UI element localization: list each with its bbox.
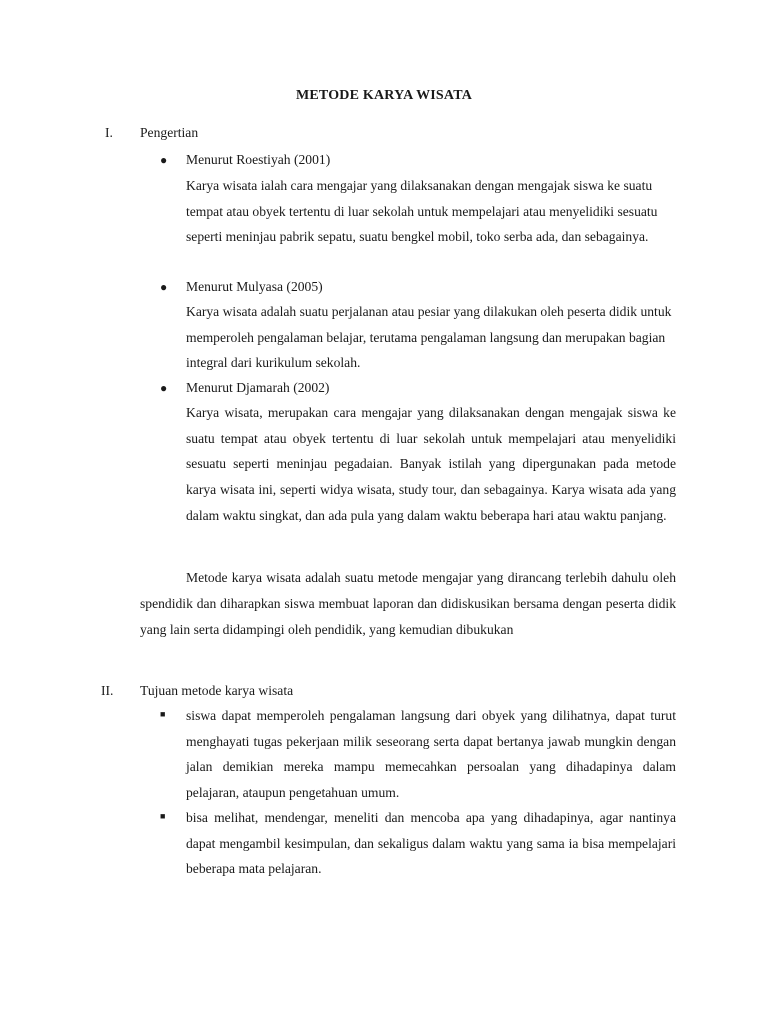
bullet-dot-icon: ● — [160, 381, 168, 395]
bullet-square-icon: ■ — [160, 709, 166, 719]
summary-paragraph: Metode karya wisata adalah suatu metode mengajar yang dirancang terlebih dahulu oleh spendidik dan diharapkan siswa membuat laporan dan didiskusikan bersama dengan peserta didik yang lain serta didampingi oleh pendidik, yang kemudian dibukukan — [140, 570, 676, 637]
document-title: METODE KARYA WISATA — [295, 88, 473, 103]
bullet-dot-icon: ● — [160, 280, 168, 294]
goal-1-text: siswa dapat memperoleh pengalaman langsung dari obyek yang dilihatnya, dapat turut menghayati tugas pekerjaan milik seseorang serta dapat bertanya jawab mungkin dengan jalan demikian mereka mampu memecahkan persoalan yang dihadapinya dalam pelajaran, ataupun pengetahuan umum. — [186, 708, 676, 801]
goal-2-text: bisa melihat, mendengar, meneliti dan mencoba apa yang dihadapinya, agar nantinya dapat mengambil kesimpulan, dan sekaligus dalam waktu yang sama ia bisa mempelajari beberapa mata pelajaran. — [186, 810, 676, 877]
item-1-heading: Menurut Roestiyah (2001) — [186, 152, 331, 167]
section-1-number: I. — [105, 125, 113, 140]
item-1-text: Karya wisata ialah cara mengajar yang dilaksanakan dengan mengajak siswa ke suatu tempat atau obyek tertentu di luar sekolah untuk mempelajari atau menyelidiki sesuatu seperti meninjau pabrik sepatu, suatu bengkel mobil, toko serba ada, dan sebagainya. — [186, 178, 658, 245]
section-1-title: Pengertian — [140, 125, 199, 140]
item-2-text: Karya wisata adalah suatu perjalanan atau pesiar yang dilakukan oleh peserta didik untuk memperoleh pengalaman belajar, terutama pengalaman langsung dan merupakan bagian integral dari kurikulum sekolah. — [186, 304, 672, 371]
bullet-dot-icon: ● — [160, 153, 168, 167]
section-2-title: Tujuan metode karya wisata — [140, 683, 294, 698]
item-3-text: Karya wisata, merupakan cara mengajar yang dilaksanakan dengan mengajak siswa ke suatu tempat atau obyek tertentu di luar sekolah untuk mempelajari atau menyelidiki sesuatu seperti meninjau pegadaian. Banyak istilah yang dipergunakan pada metode karya wisata ini, seperti widya wisata, study tour, dan sebagainya. Karya wisata ada yang dalam waktu singkat, dan ada pula yang dalam waktu beberapa hari atau waktu panjang. — [186, 405, 676, 523]
item-3-heading: Menurut Djamarah (2002) — [186, 380, 330, 395]
item-2-heading: Menurut Mulyasa (2005) — [186, 279, 323, 294]
bullet-square-icon: ■ — [160, 811, 166, 821]
section-2-number: II. — [101, 683, 114, 698]
